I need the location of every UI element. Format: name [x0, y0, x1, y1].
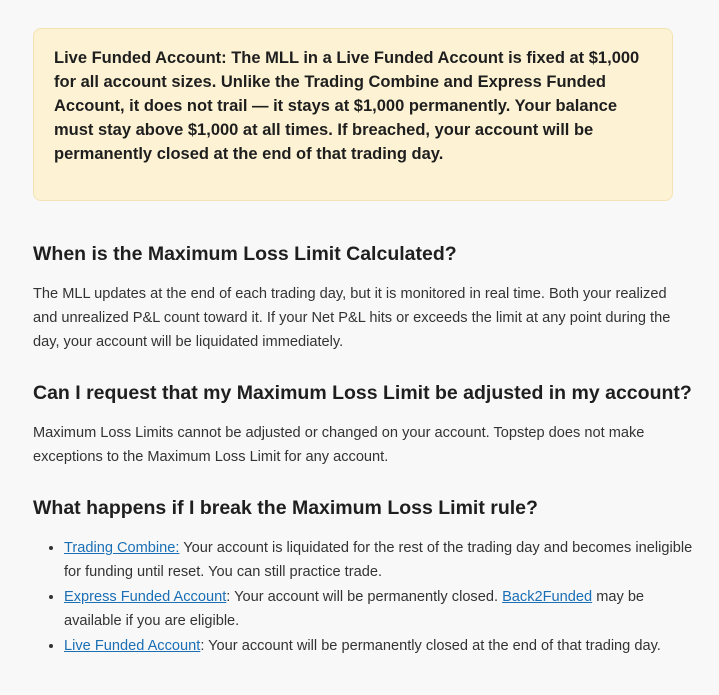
- list-item-express-funded: [64, 585, 704, 633]
- list-item-text: : Your account will be permanently closed.: [226, 589, 503, 605]
- live-funded-callout: [33, 28, 673, 201]
- paragraph-mll-adjust-request: Maximum Loss Limits cannot be adjusted or changed on your account. Topstep does not make exceptions to the Maximum Loss Limit for any account.: [33, 425, 645, 465]
- list-item-trading-combine: [64, 536, 704, 584]
- trading-combine-link[interactable]: Trading Combine:: [64, 540, 180, 556]
- heading-mll-adjust-request: Can I request that my Maximum Loss Limit be adjusted in my account?: [33, 382, 692, 404]
- consequence-list: [33, 536, 704, 659]
- back2funded-link[interactable]: Back2Funded: [502, 589, 593, 605]
- heading-mll-calculated: When is the Maximum Loss Limit Calculated?: [33, 243, 457, 265]
- list-item-text: Your account is liquidated for the rest of the trading day and becomes ineligible for funding until reset. You can still practice trade.: [64, 540, 693, 580]
- list-item-text: : Your account will be permanently closed at the end of that trading day.: [200, 638, 661, 654]
- paragraph-mll-calculated: The MLL updates at the end of each trading day, but it is monitored in real time. Both your realized and unrealized P&L count toward it. If your Net P&L hits or exceeds the limit at any point during the day, your account will be liquidated immediately.: [33, 286, 671, 350]
- list-item-text: may be available if you are eligible.: [64, 589, 645, 629]
- live-funded-account-link[interactable]: Live Funded Account: [64, 638, 201, 654]
- express-funded-account-link[interactable]: Express Funded Account: [64, 589, 227, 605]
- callout-text: Live Funded Account: The MLL in a Live Funded Account is fixed at $1,000 for all account sizes. Unlike the Trading Combine and Express Funded Account, it does not trail — it stays at $1,000 permanently. Your balance must stay above $1,000 at all times. If breached, your account will be permanently closed at the end of that trading day.: [54, 49, 640, 163]
- heading-mll-break-rule: What happens if I break the Maximum Loss Limit rule?: [33, 497, 538, 519]
- list-item-live-funded: [64, 634, 704, 658]
